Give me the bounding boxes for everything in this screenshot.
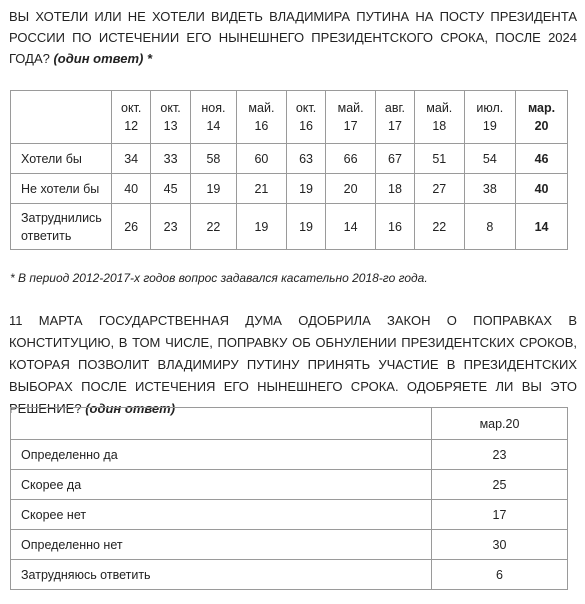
cell: 63 [286,144,325,174]
cell: 23 [432,440,568,470]
row-label: Затрудняюсь ответить [11,560,432,590]
cell-latest: 14 [516,204,568,250]
cell: 19 [286,174,325,204]
cell: 6 [432,560,568,590]
cell: 58 [190,144,236,174]
cell: 22 [414,204,464,250]
cell: 14 [326,204,376,250]
table-1-header-cell: май. 17 [326,91,376,144]
table-1-header-cell: окт. 12 [112,91,151,144]
cell: 25 [432,470,568,500]
cell: 67 [376,144,415,174]
table-1-header-cell: май. 16 [237,91,287,144]
question-2 [9,310,577,420]
table-1-header-cell: авг. 17 [376,91,415,144]
table-row [11,440,568,470]
question-1 [9,6,577,69]
cell: 27 [414,174,464,204]
table-2-corner-cell [11,408,432,440]
cell: 54 [464,144,515,174]
table-row [11,470,568,500]
table-row [11,204,568,250]
table-1-header-cell-latest: мар. 20 [516,91,568,144]
question-2-note: (один ответ) [85,401,176,416]
cell: 66 [326,144,376,174]
cell-latest: 46 [516,144,568,174]
table-row [11,174,568,204]
row-label: Определенно да [11,440,432,470]
cell: 16 [376,204,415,250]
cell: 19 [286,204,325,250]
table-row [11,560,568,590]
cell: 26 [112,204,151,250]
table-2-header-row [11,408,568,440]
table-1-header-cell: июл. 19 [464,91,515,144]
table-row [11,500,568,530]
cell: 22 [190,204,236,250]
row-label: Хотели бы [11,144,112,174]
cell: 23 [151,204,190,250]
cell: 20 [326,174,376,204]
cell: 60 [237,144,287,174]
footnote: * В период 2012-2017-х годов вопрос задавался касательно 2018-го года. [10,271,428,285]
cell: 21 [237,174,287,204]
cell: 30 [432,530,568,560]
table-1-header-cell: ноя. 14 [190,91,236,144]
cell: 51 [414,144,464,174]
table-2-header-cell: мар.20 [432,408,568,440]
table-1 [10,90,568,250]
question-1-text: ВЫ ХОТЕЛИ ИЛИ НЕ ХОТЕЛИ ВИДЕТЬ ВЛАДИМИРА ПУТИНА НА ПОСТУ ПРЕЗИДЕНТА РОССИИ ПО ИСТЕЧЕНИИ ЕГО НЫНЕШНЕГО ПРЕЗИДЕНТСКОГО СРОКА, ПОСЛЕ 2024 ГОДА? [9,9,577,66]
question-1-note: (один ответ) * [53,51,152,66]
row-label: Скорее да [11,470,432,500]
cell: 45 [151,174,190,204]
cell: 38 [464,174,515,204]
cell: 19 [190,174,236,204]
cell-latest: 40 [516,174,568,204]
table-2 [10,407,568,590]
cell: 19 [237,204,287,250]
table-1-header-row [11,91,568,144]
table-row [11,530,568,560]
cell: 34 [112,144,151,174]
row-label: Определенно нет [11,530,432,560]
cell: 18 [376,174,415,204]
table-1-corner-cell [11,91,112,144]
table-row [11,144,568,174]
table-1-header-cell: окт. 13 [151,91,190,144]
cell: 33 [151,144,190,174]
row-label: Не хотели бы [11,174,112,204]
cell: 40 [112,174,151,204]
cell: 17 [432,500,568,530]
row-label: Затруднились ответить [11,204,112,250]
row-label: Скорее нет [11,500,432,530]
question-2-text: 11 МАРТА ГОСУДАРСТВЕННАЯ ДУМА ОДОБРИЛА ЗАКОН О ПОПРАВКАХ В КОНСТИТУЦИЮ, В ТОМ ЧИСЛЕ, ПОПРАВКУ ОБ ОБНУЛЕНИИ ПРЕЗИДЕНТСКИХ СРОКОВ, КОТОРАЯ ПОЗВОЛИТ ВЛАДИМИРУ ПУТИНУ ПРИНЯТЬ УЧАСТИЕ В ПРЕЗИДЕНТСКИХ ВЫБОРАХ ПОСЛЕ ИСТЕЧЕНИЯ ЕГО НЫНЕШНЕГО СРОКА. ОДОБРЯЕТЕ ЛИ ВЫ ЭТО РЕШЕНИЕ? [9,313,577,416]
table-1-header-cell: май. 18 [414,91,464,144]
cell: 8 [464,204,515,250]
table-1-header-cell: окт. 16 [286,91,325,144]
